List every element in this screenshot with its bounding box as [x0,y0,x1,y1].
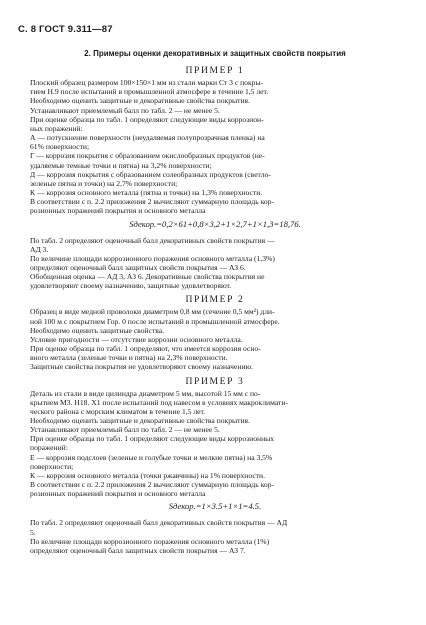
text-line: розионных поражений покрытия и основного металла [30,206,206,216]
text-line: Устанавливают приемлемый балл по табл. 2 — не менее 5. [30,425,220,435]
text-line: При оценке образца по табл. 1 определяют следующие виды коррозионных [30,434,275,444]
text-line: 5. [30,527,36,537]
text-line: поражений: [30,443,68,453]
text-line: Обобщенная оценка — АД 3, АЗ 6. Декоративные свойства покрытия не [30,272,265,282]
section-title: 2. Примеры оценки декоративных и защитных свойств покрытия [84,49,346,58]
text-line: В соответствии с п. 2.2 приложения 2 вычисляют суммарную площадь кор- [30,480,275,490]
text-line: Устанавливают приемлемый балл по табл. 2 — не менее 5. [30,105,220,115]
text-line: Е — коррозия подслоев (зеленые и голубые точки и мелкие пятна) на 3,5% [30,452,273,462]
text-line: ческого района с морским климатом в течение 1,5 лет. [30,406,206,416]
text-line: Защитные свойства покрытия не удовлетворяют своему назначению. [30,362,254,372]
text-line: поверхности; [30,461,74,471]
text-line: 61% поверхности; [30,142,90,152]
text-line: По табл. 2 определяют оценочный балл декоративных свойств покрытия — [30,235,275,245]
page-header: С. 8 ГОСТ 9.311—87 [18,24,113,35]
text-line: тием Н.9 после испытаний в промышленной атмосфере в течение 1,5 лет. [30,87,269,97]
example-2-title: ПРИМЕР 2 [185,294,245,306]
text-line: удовлетворяют своему назначению, защитные удовлетворяют. [30,281,232,291]
text-line: Необходимо оценить защитные и декоративные свойства покрытия. [30,96,250,106]
text-line: При оценке образца по табл. 1 определяют следующие виды коррозион- [30,114,264,124]
text-line: Д — коррозия покрытия с образованием солеобразных продуктов (светло- [30,169,271,179]
text-line: При оценке образца по табл. 1 определяют, что имеется коррозия осно- [30,344,261,354]
example-3-title: ПРИМЕР 3 [185,375,245,387]
text-line: Необходимо оценить защитные свойства. [30,325,165,335]
text-line: крытием М3. Н18. Х1 после испытаний под навесом в условиях макроклимати- [30,397,288,407]
text-line: По табл. 2 определяют оценочный балл декоративных свойств покрытия — АД [30,518,288,528]
text-line: Г — коррозия покрытия с образованием окислообразных продуктов (не- [30,151,265,161]
text-line: ных поражений: [30,123,83,133]
example-3-conclusion [18,518,412,555]
text-line: розионных поражений покрытия и основного металла [30,489,206,499]
text-line: АД 3. [30,244,49,254]
example-2-body [18,307,412,371]
text-line: вного металла (зеленые точки и пятна) на 2,3% поверхности. [30,353,228,363]
text-line: По величине площади коррозионного поражения основного металла (1,3%) [30,253,275,263]
text-line: К — коррозия основного металла (пятна и точки) на 1,3% поверхности. [30,188,263,198]
text-line: В соответствии с п. 2.2 приложения 2 вычисляют суммарную площадь кор- [30,197,275,207]
text-line: Деталь из стали в виде цилиндра диаметром 5 мм, высотой 15 мм с по- [30,388,261,398]
text-line: Условие пригодности — отсутствие коррозии основного металла. [30,334,243,344]
text-line: зеленые пятна и точки) на 2,7% поверхности; [30,178,178,188]
text-line: По величине площади коррозионного поражения основного металла (1%) [30,536,270,546]
text-line: удаляемые темные точки и пятна) на 3,2% поверхности; [30,160,212,170]
example-1-body [18,78,412,215]
text-line: А — потускнение поверхности (неудаляемая полупрозрачная пленка) на [30,133,265,143]
example-3-formula: Sдекор.=1×3.5+1×1=4.5. [168,501,262,512]
document-page [18,24,412,555]
text-line: Образец в виде медной проволоки диаметром 0,8 мм (сечение 0,5 мм²) дли- [30,307,275,317]
text-line: определяют оценочный балл защитных свойств покрытия — АЗ 6. [30,262,246,272]
text-line: Необходимо оценить защитные и декоративные свойства покрытия. [30,416,250,425]
text-line: определяют оценочный балл защитных свойств покрытия — АЗ 7. [30,545,246,555]
example-1-conclusion [18,236,412,291]
text-line: Плоский образец размером 100×150×1 мм из стали марки Ст 3 с покры- [30,78,264,88]
example-1-formula: Sдекор.=0,2×61+0,8×3,2+1×2,7+1×1,3=18,76. [129,218,301,229]
text-line: ной 100 м с покрытием Гор. 0 после испытаний в промышленной атмосфере. [30,316,280,326]
text-line: К — коррозия основного металла (точки ржавчины) на 1% поверхности. [30,470,265,480]
example-3-body [18,389,412,499]
example-1-title: ПРИМЕР 1 [185,65,245,77]
